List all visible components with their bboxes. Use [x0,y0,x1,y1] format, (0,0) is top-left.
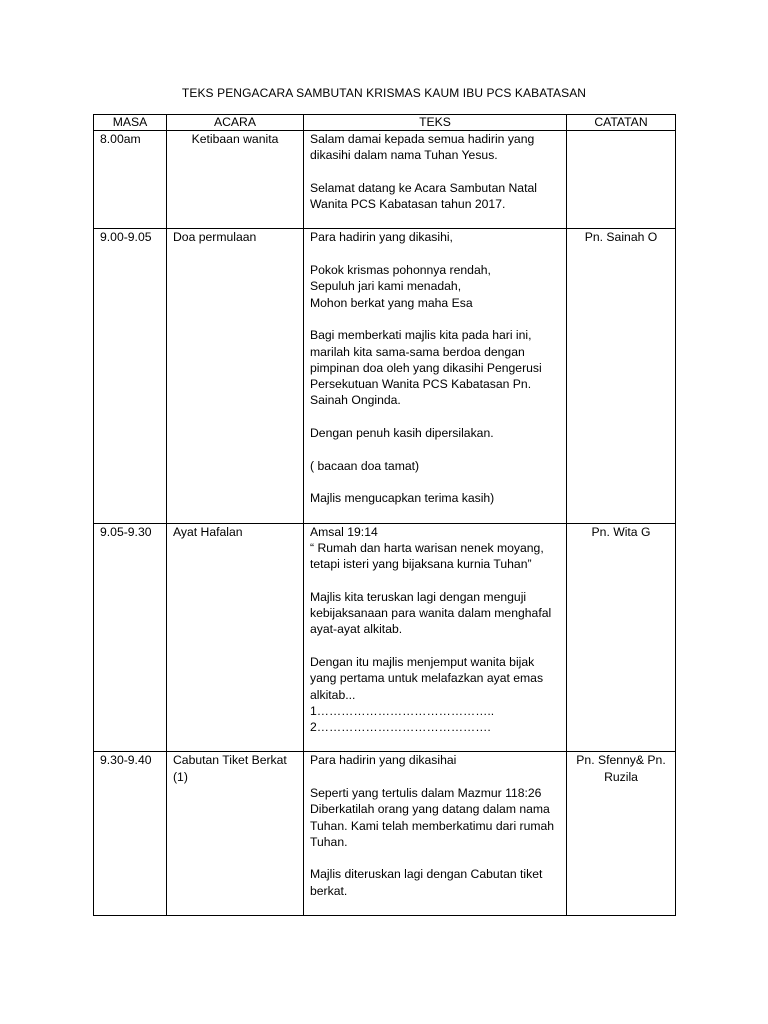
table-row [94,752,676,916]
cell-masa: 9.00-9.05 [94,229,167,523]
teks-paragraph: Pokok krismas pohonnya rendah, Sepuluh jari kami menadah, Mohon berkat yang maha Esa [310,263,491,310]
cell-acara: Cabutan Tiket Berkat (1) [167,752,304,916]
cell-teks [304,752,567,916]
cell-masa: 8.00am [94,131,167,229]
teks-paragraph: Majlis diteruskan lagi dengan Cabutan tiket berkat. [310,867,543,898]
agenda-table [93,114,676,916]
teks-paragraph: Para hadirin yang dikasihai [310,753,457,768]
table-header-row [94,115,676,131]
teks-paragraph: Bagi memberkati majlis kita pada hari ini, marilah kita sama-sama berdoa dengan pimpinan doa oleh yang dikasihi Pengerusi Persekutuan Wanita PCS Kabatasan Pn. Sainah Onginda. [310,328,542,408]
teks-paragraph: Amsal 19:14 “ Rumah dan harta warisan nenek moyang, tetapi isteri yang bijaksana kurnia Tuhan” [310,524,544,572]
cell-catatan: Pn. Sfenny& Pn. Ruzila [567,752,676,916]
header-masa: MASA [94,115,167,131]
cell-catatan: Pn. Sainah O [567,229,676,523]
cell-catatan: Pn. Wita G [567,523,676,752]
cell-teks [304,523,567,752]
table-row [94,131,676,229]
header-catatan: CATATAN [567,115,676,131]
cell-acara: Ketibaan wanita [167,131,304,229]
header-acara: ACARA [167,115,304,131]
teks-paragraph: Para hadirin yang dikasihi, [310,230,453,245]
cell-acara: Ayat Hafalan [167,523,304,752]
cell-teks [304,229,567,523]
cell-teks [304,131,567,229]
cell-masa: 9.30-9.40 [94,752,167,916]
teks-paragraph: ( bacaan doa tamat) [310,458,420,473]
teks-paragraph: Dengan penuh kasih dipersilakan. [310,426,494,441]
teks-paragraph: Dengan itu majlis menjemput wanita bijak yang pertama untuk melafazkan ayat emas alkitab... 1…………………………………….. 2……………………………………. [310,654,544,735]
document-title: TEKS PENGACARA SAMBUTAN KRISMAS KAUM IBU PCS KABATASAN [181,86,587,100]
header-teks: TEKS [304,115,567,131]
table-row [94,229,676,523]
teks-paragraph: Majlis mengucapkan terima kasih) [310,491,495,506]
teks-paragraph: Seperti yang tertulis dalam Mazmur 118:26 Diberkatilah orang yang datang dalam nama Tuhan. Kami telah memberkatimu dari rumah Tuhan. [310,785,555,849]
cell-catatan [567,131,676,229]
teks-paragraph: Salam damai kepada semua hadirin yang dikasihi dalam nama Tuhan Yesus. [310,132,535,163]
table-row [94,523,676,752]
cell-acara: Doa permulaan [167,229,304,523]
teks-paragraph: Selamat datang ke Acara Sambutan Natal Wanita PCS Kabatasan tahun 2017. [310,180,537,212]
cell-masa: 9.05-9.30 [94,523,167,752]
teks-paragraph: Majlis kita teruskan lagi dengan menguji kebijaksanaan para wanita dalam menghafal ayat-ayat alkitab. [310,589,552,637]
